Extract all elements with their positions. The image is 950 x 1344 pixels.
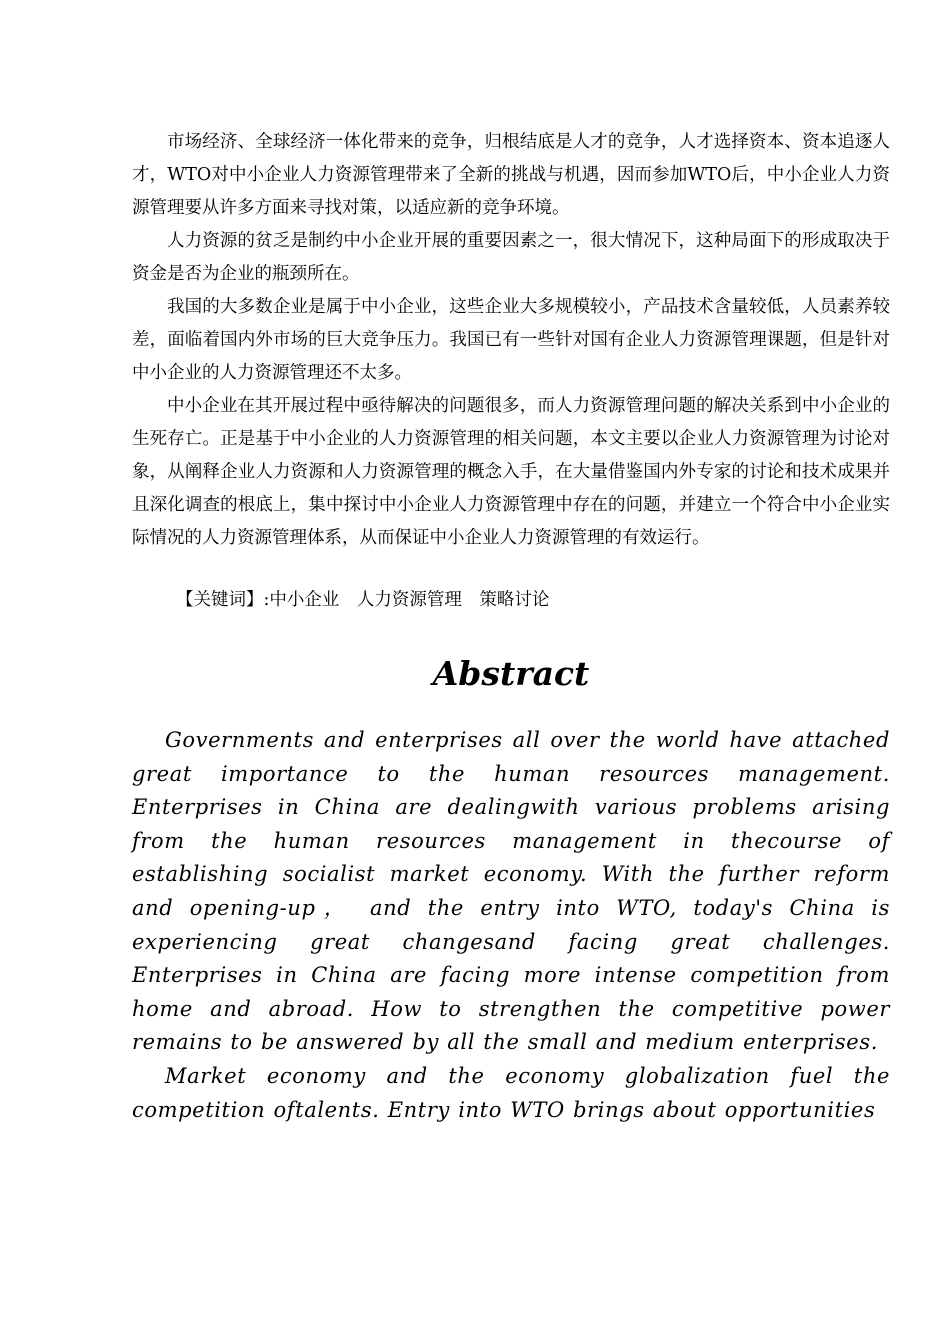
english-abstract-paragraph-1: Governments and enterprises all over the world have attached great importance to the human resources management. Enterprises in China are dealingwith various problems arising from the human resources management in thecourse of establishing socialist market economy. With the further reform and opening-up， and the entry into WTO, today's China is experiencing great changesand facing great challenges. Enterprises in China are facing more intense competition from home and abroad. How to strengthen the competitive power remains to be answered by all the small and medium enterprises. <box>132 728 890 1055</box>
document-page <box>132 126 890 1127</box>
chinese-abstract-paragraph-1: 市场经济、全球经济一体化带来的竞争，归根结底是人才的竞争，人才选择资本、资本追逐人才，WTO对中小企业人力资源管理带来了全新的挑战与机遇，因而参加WTO后，中小企业人力资源管理要从许多方面来寻找对策，以适应新的竞争环境。 <box>132 132 890 218</box>
chinese-abstract-paragraph-3: 我国的大多数企业是属于中小企业，这些企业大多规模较小，产品技术含量较低，人员素养较差，面临着国内外市场的巨大竞争压力。我国已有一些针对国有企业人力资源管理课题，但是针对中小企业的人力资源管理还不太多。 <box>132 297 890 383</box>
abstract-heading: Abstract <box>432 654 590 693</box>
english-abstract-paragraph-2: Market economy and the economy globalization fuel the competition oftalents. Entry into WTO brings about opportunities <box>132 1063 890 1122</box>
chinese-abstract-paragraph-4: 中小企业在其开展过程中亟待解决的问题很多，而人力资源管理问题的解决关系到中小企业的生死存亡。正是基于中小企业的人力资源管理的相关问题，本文主要以企业人力资源管理为讨论对象，从阐释企业人力资源和人力资源管理的概念入手，在大量借鉴国内外专家的讨论和技术成果并且深化调查的根底上，集中探讨中小企业人力资源管理中存在的问题，并建立一个符合中小企业实际情况的人力资源管理体系，从而保证中小企业人力资源管理的有效运行。 <box>132 396 890 548</box>
keywords-line: 【关键词】:中小企业 人力资源管理 策略讨论 <box>176 590 550 610</box>
chinese-abstract-paragraph-2: 人力资源的贫乏是制约中小企业开展的重要因素之一，很大情况下，这种局面下的形成取决于资金是否为企业的瓶颈所在。 <box>132 231 890 284</box>
